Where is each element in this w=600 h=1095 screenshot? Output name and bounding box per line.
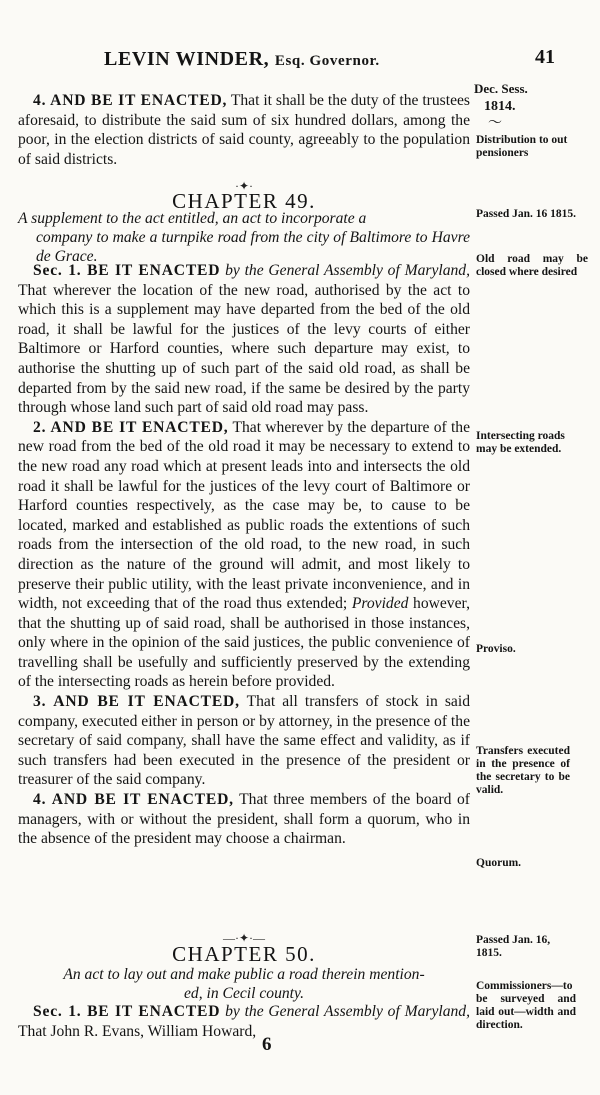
section-label: Sec. 1. BE IT ENACTED [33, 262, 221, 279]
section-label: 2. AND BE IT ENACTED, [33, 418, 229, 436]
enacting-authority: by the General Assembly of Maryland, [220, 262, 470, 279]
section-text: That it shall be the duty of the trustees aforesaid, to distribute the said sum of six hundred dollars, among the poor, in the election districts of said county, agreeably to the population of said districts. [18, 92, 470, 168]
margin-note-distribution: Distribution to out pensioners [476, 134, 568, 159]
ornament-divider: —·✦·— [222, 931, 266, 945]
enacting-authority: by the General Assembly of Maryland, [220, 1003, 470, 1020]
section-text-continued: however, that the shutting up of said road, shall be authorised in those instances, only where in the opinion of the said justices, the public convenience of travelling shall be usefully and sufficiently preserved by the extending of the intersecting roads as herein before provided. [18, 595, 470, 691]
section-text: That wherever by the departure of the new road from the bed of the old road it may be necessary to extend to the new road any road which at present leads into and intersects the old road it shall be lawful for the justices of the levy court of Baltimore or Harford counties respectively, as the case may be, to cause to be located, marked and established as public roads the extentions of such roads from the intersection of the old road, to the new road, in such direction as the nature of the ground will admit, and most likely to preserve their public utility, with the least private inconvenience, and in width, not exceeding that of the road thus extended; [18, 418, 470, 613]
margin-session [474, 80, 594, 132]
margin-note-transfers: Transfers executed in the presence of the secretary to be valid. [476, 745, 570, 796]
chapter-50-title-line1: An act to lay out and make public a road therein mention- [63, 966, 425, 983]
chapter-49-heading: CHAPTER 49. [172, 189, 316, 213]
chapter-49-title-line1: A supplement to the act entitled, an act to incorporate a [18, 210, 367, 227]
margin-note-intersecting: Intersecting roads may be extended. [476, 430, 565, 455]
signature-mark: 6 [262, 1034, 272, 1055]
chapter-49-section-1 [18, 261, 470, 418]
chapter-49-sections [18, 261, 470, 849]
section-4-previous [18, 91, 470, 169]
margin-note-passed-49: Passed Jan. 16 1815. [476, 208, 576, 220]
governor-name: LEVIN WINDER, [104, 48, 275, 70]
margin-note-quorum: Quorum. [476, 857, 522, 869]
chapter-49-title [18, 210, 470, 266]
margin-note-proviso: Proviso. [476, 643, 516, 655]
chapter-50-heading: CHAPTER 50. [172, 942, 316, 966]
section-text: That wherever the location of the new road, authorised by the act to which this is a supplement may have departed from the bed of the old road, it shall be lawful for the justices of the levy courts of either Baltimore or Harford counties, where such departure may exist, to authorise the shutting up of such part of the said old road, as shall be departed from by the said new road, if the same be desired by the party through whose land such part of said old road may pass. [18, 281, 470, 417]
flourish-ornament: 〜 [488, 116, 502, 131]
ornament-divider: ·✦· [234, 179, 254, 193]
running-head-title [104, 48, 380, 71]
section-text: That three members of the board of managers, with or without the president, shall form a quorum, who in the absence of the president may choose a chairman. [18, 791, 470, 848]
chapter-50-title [18, 966, 470, 1004]
chapter-49-title-rest: company to make a turnpike road from the city of Baltimore to Havre de Grace. [36, 228, 470, 265]
page-number: 41 [535, 46, 555, 68]
chapter-50-section-1 [18, 1002, 470, 1041]
section-text: That John R. Evans, William Howard, [18, 1022, 257, 1040]
running-header [0, 46, 600, 76]
section-label: 4. AND BE IT ENACTED, [33, 791, 234, 809]
proviso-word: Provided [347, 595, 409, 613]
section-text: That all transfers of stock in said company, executed either in person or by attorney, in the presence of the secretary of said company, shall have the same effect and validity, as if such transfers had been executed in the presence of the president or treasurer of the said company. [18, 693, 470, 789]
margin-note-commissioners: Commissioners—to be surveyed and laid out—width and direction. [476, 980, 576, 1031]
chapter-49-section-4 [18, 790, 470, 849]
session-year: 1814. [484, 99, 516, 114]
chapter-50-title-line2: ed, in Cecil county. [184, 984, 304, 1002]
governor-title: Esq. Governor. [274, 53, 380, 69]
margin-note-old-road: Old road may be closed where desired [476, 253, 588, 278]
margin-note-passed-50: Passed Jan. 16, 1815. [476, 934, 551, 959]
session-label: Dec. Sess. [474, 81, 528, 96]
section-label: Sec. 1. BE IT ENACTED [33, 1003, 221, 1020]
section-label: 3. AND BE IT ENACTED, [33, 693, 240, 711]
chapter-49-section-3 [18, 692, 470, 790]
section-label: 4. AND BE IT ENACTED, [33, 92, 228, 109]
chapter-49-section-2 [18, 418, 470, 692]
